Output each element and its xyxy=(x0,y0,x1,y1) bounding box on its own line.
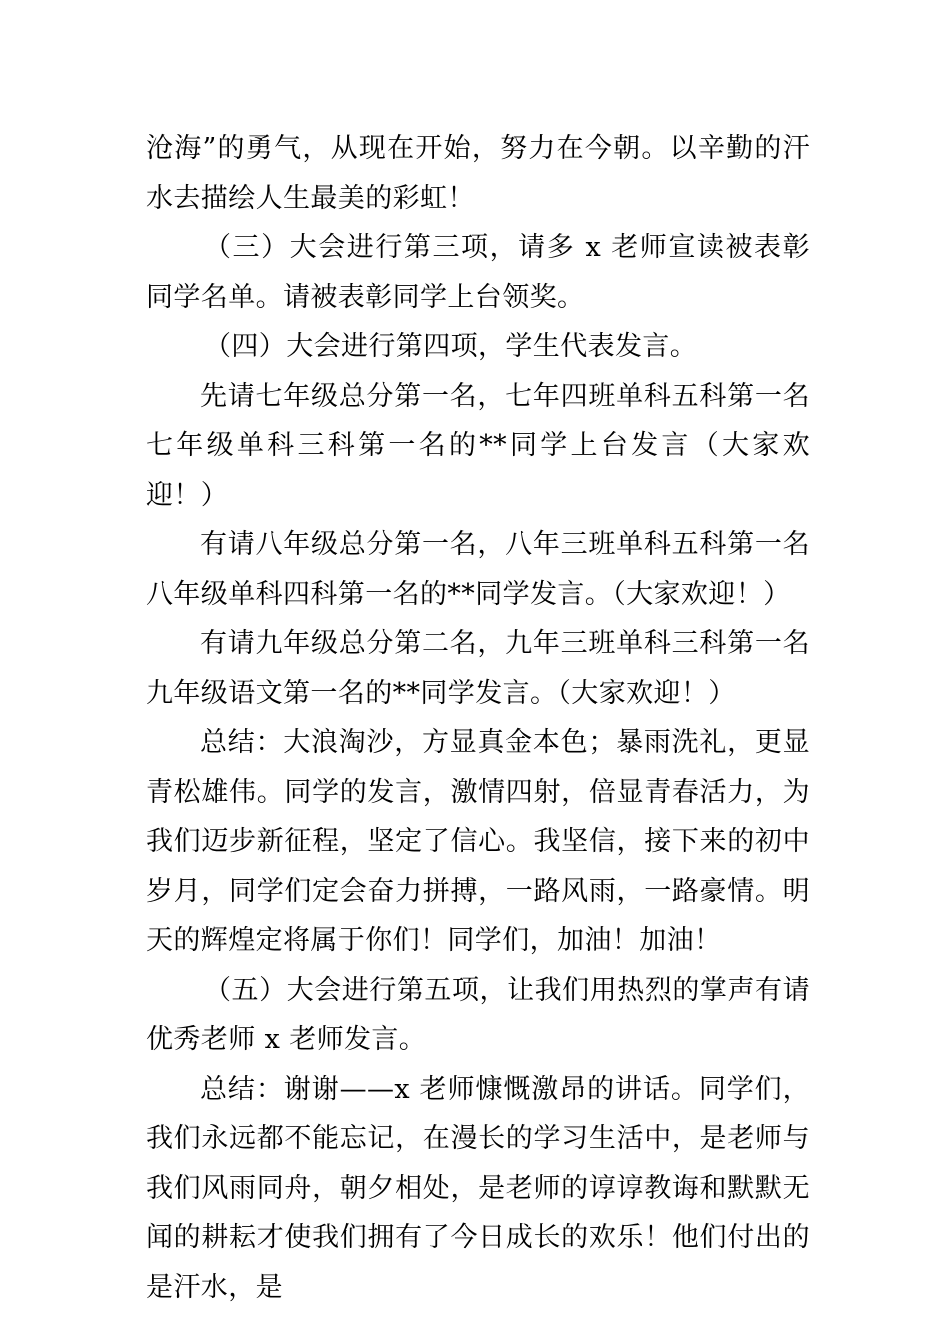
paragraph-item-4: （四）大会进行第四项，学生代表发言。 xyxy=(204,331,698,362)
paragraph-item-3: （三）大会进行第三项，请多 x 老师宣读被表彰同学名单。请被表彰同学上台领奖。 xyxy=(146,232,810,313)
paragraph-speaker-grade9: 有请九年级总分第二名，九年三班单科三科第一名九年级语文第一名的**同学发言。（大家欢迎！） xyxy=(146,628,810,709)
paragraph-summary-students: 总结：大浪淘沙，方显真金本色；暴雨洗礼，更显青松雄伟。同学的发言，激情四射，倍显青春活力，为我们迈步新征程，坚定了信心。我坚信，接下来的初中岁月，同学们定会奋力拼搏，一路风雨，一路豪情。明天的辉煌定将属于你们！同学们，加油！加油！ xyxy=(146,727,810,956)
paragraph-speaker-grade8: 有请八年级总分第一名，八年三班单科五科第一名八年级单科四科第一名的**同学发言。（大家欢迎！） xyxy=(146,529,810,610)
paragraph-continuation: 沧海”的勇气，从现在开始，努力在今朝。以辛勤的汗水去描绘人生最美的彩虹！ xyxy=(146,133,810,214)
paragraph-speaker-grade7: 先请七年级总分第一名，七年四班单科五科第一名七年级单科三科第一名的**同学上台发言（大家欢迎！） xyxy=(146,380,810,511)
paragraph-summary-teacher: 总结：谢谢——x 老师慷慨激昂的讲话。同学们，我们永远都不能忘记，在漫长的学习生活中，是老师与我们风雨同舟，朝夕相处，是老师的谆谆教诲和默默无闻的耕耘才使我们拥有了今日成长的欢乐！他们付出的是汗水，是 xyxy=(146,1073,810,1303)
paragraph-item-5: （五）大会进行第五项，让我们用热烈的掌声有请优秀老师 x 老师发言。 xyxy=(146,974,810,1055)
document-body xyxy=(146,124,810,1312)
